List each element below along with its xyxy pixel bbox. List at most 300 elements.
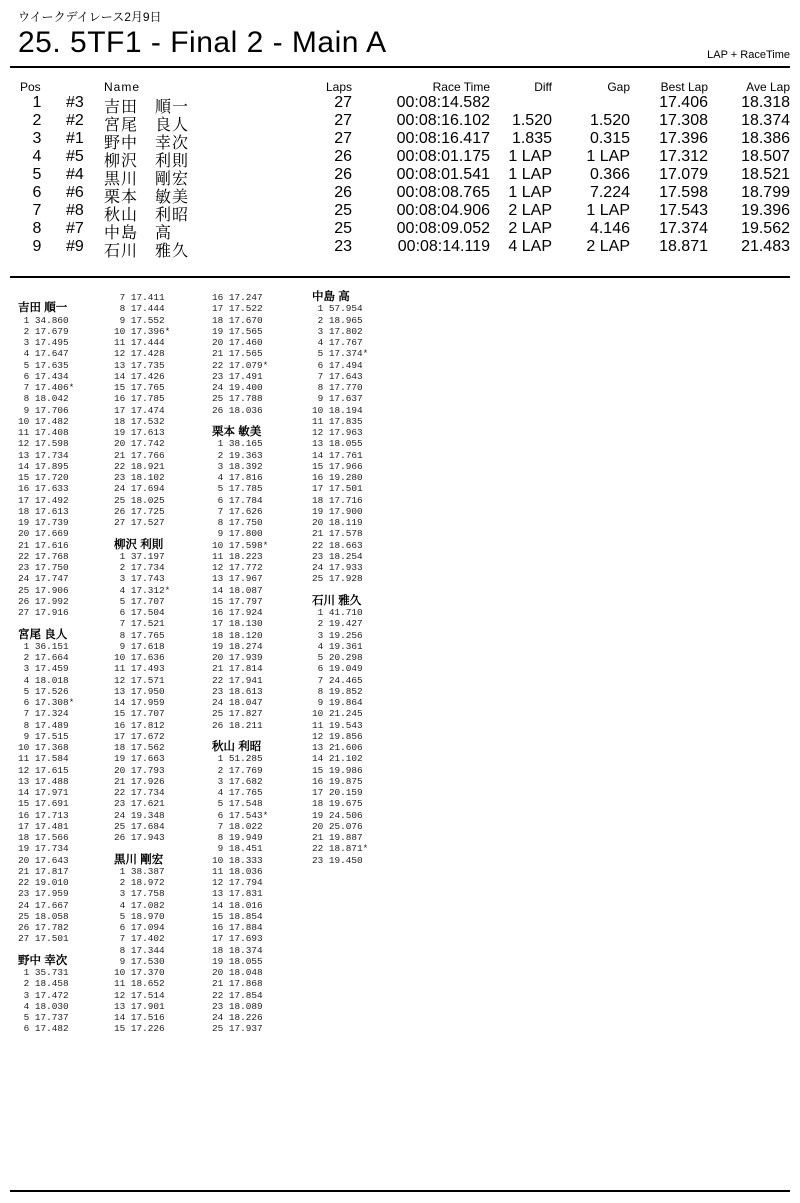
lap-time-entry: 20 17.643	[18, 854, 69, 866]
lap-time-entry: 1 35.731	[18, 967, 69, 978]
laps-cell: 26	[334, 166, 352, 183]
lap-time-entry: 24 19.400	[212, 382, 263, 393]
result-row	[0, 238, 800, 258]
lap-time-entry: 16 17.924	[212, 607, 263, 618]
result-row	[0, 166, 800, 186]
lap-driver-heading: 石川 雅久	[312, 594, 362, 607]
lap-time-entry: 27 17.916	[18, 607, 69, 618]
lap-time-entry: 18 19.675	[312, 798, 363, 810]
race-time-cell: 00:08:09.052	[396, 220, 490, 237]
lap-time-entry: 25 17.928	[312, 573, 363, 585]
column-header: Diff	[534, 80, 552, 94]
lap-time-entry: 22 17.854	[212, 989, 263, 1001]
result-row	[0, 148, 800, 168]
laps-cell: 23	[334, 238, 352, 255]
lap-time-entry: 23 17.750	[18, 562, 69, 573]
lap-time-entry: 13 17.901	[114, 1000, 165, 1012]
lap-time-entry: 22 18.663	[312, 539, 363, 551]
lap-time-entry: 15 17.966	[312, 460, 363, 472]
driver-name-cell: 石川 雅久	[104, 243, 190, 260]
lap-time-entry: 18 18.120	[212, 629, 263, 641]
lap-driver-heading: 吉田 順一	[18, 302, 68, 315]
lap-column-3	[212, 292, 312, 1035]
lap-time-entry: 8 17.750	[212, 517, 263, 528]
race-time-cell: 00:08:16.417	[396, 130, 490, 147]
lap-time-entry: 15 17.720	[18, 472, 69, 483]
lap-time-entry: 7 17.324	[18, 708, 69, 720]
lap-time-entry: 15 17.691	[18, 798, 69, 810]
lap-time-entry: 3 18.392	[212, 460, 263, 472]
result-row	[0, 112, 800, 132]
report-subtitle: ウイークデイレース2月9日	[18, 10, 162, 24]
lap-time-entry: 5 17.785	[212, 483, 263, 495]
lap-time-entry: 16 17.633	[18, 483, 69, 495]
best-lap-cell: 17.396	[659, 130, 708, 147]
gap-cell: 4.146	[589, 220, 630, 237]
lap-time-entry: 26 17.725	[114, 505, 165, 517]
position-cell: 6	[32, 184, 42, 201]
car-number-cell: #4	[66, 166, 84, 183]
lap-time-entry: 19 24.506	[312, 809, 363, 821]
laps-cell: 27	[334, 130, 352, 147]
lap-time-entry: 11 19.543	[312, 719, 363, 731]
lap-time-entry: 4 17.647	[18, 348, 69, 360]
lap-column-1	[18, 292, 118, 1035]
lap-time-entry: 8 19.949	[212, 832, 263, 843]
lap-time-entry: 12 17.571	[114, 674, 165, 686]
diff-cell: 1 LAP	[508, 166, 552, 183]
best-lap-cell: 17.079	[659, 166, 708, 183]
lap-time-entry: 18 18.374	[212, 944, 263, 956]
lap-time-entry: 4 17.765	[212, 787, 263, 798]
lap-time-entry: 7 17.411	[114, 292, 165, 303]
average-lap-cell: 18.374	[741, 112, 790, 129]
lap-time-entry: 12 17.963	[312, 427, 363, 438]
lap-time-entry: 12 17.794	[212, 877, 263, 888]
lap-time-entry: 1 37.197	[114, 550, 165, 562]
lap-time-entry: 14 21.102	[312, 753, 363, 765]
car-number-cell: #8	[66, 202, 84, 219]
lap-time-entry: 22 18.871*	[312, 843, 369, 855]
lap-time-entry: 13 18.055	[312, 438, 363, 450]
lap-time-entry: 1 41.710	[312, 607, 363, 618]
lap-time-entry: 5 17.707	[114, 595, 165, 607]
lap-time-entry: 21 19.887	[312, 832, 363, 843]
lap-time-entry: 13 17.488	[18, 775, 69, 787]
race-time-cell: 00:08:01.541	[396, 166, 490, 183]
best-lap-cell: 17.598	[659, 184, 708, 201]
lap-time-entry: 11 17.444	[114, 337, 165, 348]
lap-spacer	[18, 618, 118, 629]
position-cell: 7	[32, 202, 42, 219]
lap-time-entry: 5 17.737	[18, 1012, 69, 1023]
average-lap-cell: 18.799	[741, 184, 790, 201]
best-lap-cell: 17.406	[659, 94, 708, 111]
lap-time-entry: 22 17.768	[18, 550, 69, 562]
lap-time-entry: 9 17.530	[114, 955, 165, 967]
lap-time-entry: 2 17.664	[18, 652, 69, 663]
car-number-cell: #6	[66, 184, 84, 201]
lap-time-entry: 14 17.426	[114, 370, 165, 382]
lap-time-entry: 6 17.308*	[18, 697, 75, 708]
lap-time-entry: 25 17.906	[18, 584, 69, 596]
lap-time-entry: 23 18.613	[212, 685, 263, 697]
lap-time-entry: 9 17.618	[114, 640, 165, 652]
lap-time-entry: 23 19.450	[312, 854, 363, 866]
lap-time-entry: 3 19.256	[312, 629, 363, 641]
car-number-cell: #5	[66, 148, 84, 165]
lap-time-entry: 11 17.835	[312, 415, 363, 427]
lap-time-entry: 7 17.521	[114, 618, 165, 630]
race-time-cell: 00:08:16.102	[396, 112, 490, 129]
lap-time-entry: 9 17.637	[312, 393, 363, 405]
car-number-cell: #3	[66, 94, 84, 111]
lap-time-entry: 17 17.474	[114, 404, 165, 416]
lap-time-entry: 11 17.584	[18, 753, 69, 765]
lap-time-entry: 8 18.042	[18, 393, 69, 405]
lap-time-entry: 19 17.613	[114, 427, 165, 438]
mid-rule	[10, 276, 790, 278]
lap-time-entry: 8 17.765	[114, 629, 165, 641]
lap-time-entry: 21 17.565	[212, 348, 263, 360]
lap-time-entry: 21 17.814	[212, 663, 263, 675]
lap-time-entry: 5 18.970	[114, 910, 165, 922]
diff-cell: 1.520	[511, 112, 552, 129]
lap-time-entry: 10 17.636	[114, 652, 165, 663]
lap-time-entry: 14 18.087	[212, 584, 263, 596]
lap-time-entry: 22 18.921	[114, 460, 165, 472]
lap-time-entry: 10 17.370	[114, 967, 165, 978]
lap-time-entry: 7 24.465	[312, 674, 363, 686]
lap-time-entry: 6 17.494	[312, 359, 363, 371]
lap-time-entry: 8 17.444	[114, 303, 165, 315]
lap-time-entry: 16 17.785	[114, 393, 165, 405]
lap-time-entry: 24 18.047	[212, 697, 263, 708]
lap-time-entry: 3 17.682	[212, 775, 263, 787]
lap-time-entry: 8 17.489	[18, 719, 69, 731]
lap-time-entry: 18 17.562	[114, 742, 165, 753]
lap-time-entry: 9 19.864	[312, 697, 363, 708]
lap-column-2	[114, 292, 214, 1035]
lap-time-entry: 4 19.361	[312, 640, 363, 652]
lap-time-entry: 12 17.598	[18, 438, 69, 450]
bottom-rule	[10, 1190, 790, 1192]
report-type-label: LAP + RaceTime	[707, 49, 790, 61]
diff-cell: 2 LAP	[508, 202, 552, 219]
lap-time-entry: 7 17.643	[312, 370, 363, 382]
lap-time-entry: 26 17.992	[18, 595, 69, 607]
lap-time-entry: 19 18.055	[212, 955, 263, 967]
best-lap-cell: 17.543	[659, 202, 708, 219]
race-time-cell: 00:08:14.119	[397, 238, 490, 255]
car-number-cell: #2	[66, 112, 84, 129]
lap-time-entry: 14 17.895	[18, 460, 69, 472]
lap-time-entry: 14 17.761	[312, 449, 363, 461]
lap-time-entry: 16 19.875	[312, 775, 363, 787]
lap-driver-heading: 野中 幸次	[18, 954, 68, 967]
lap-time-entry: 2 17.679	[18, 325, 69, 337]
driver-name-cell: 黒川 剛宏	[104, 171, 190, 188]
car-number-cell: #9	[66, 238, 84, 255]
lap-time-entry: 22 17.734	[114, 787, 165, 798]
lap-time-entry: 13 17.735	[114, 359, 165, 371]
lap-time-entry: 12 19.856	[312, 730, 363, 742]
lap-time-entry: 25 17.937	[212, 1023, 263, 1035]
lap-time-entry: 5 17.635	[18, 359, 69, 371]
car-number-cell: #7	[66, 220, 84, 237]
gap-cell: 7.224	[589, 184, 630, 201]
laps-cell: 26	[334, 184, 352, 201]
lap-time-entry: 19 17.663	[114, 753, 165, 765]
lap-column-4	[312, 292, 412, 866]
race-time-cell: 00:08:04.906	[396, 202, 490, 219]
lap-time-entry: 15 17.226	[114, 1023, 165, 1035]
lap-time-entry: 3 17.743	[114, 573, 165, 585]
lap-time-entry: 18 17.670	[212, 314, 263, 326]
lap-time-entry: 1 34.860	[18, 314, 69, 326]
column-header: Pos	[20, 80, 41, 94]
driver-name-cell: 吉田 順一	[104, 99, 190, 116]
lap-time-entry: 2 17.769	[212, 764, 263, 776]
lap-time-entry: 15 19.986	[312, 764, 363, 776]
laps-cell: 27	[334, 112, 352, 129]
lap-time-entry: 17 17.492	[18, 494, 69, 506]
lap-time-entry: 10 17.368	[18, 742, 69, 753]
lap-time-entry: 24 17.694	[114, 483, 165, 495]
result-row	[0, 220, 800, 240]
lap-time-entry: 13 17.831	[212, 888, 263, 900]
lap-time-entry: 27 17.527	[114, 517, 165, 528]
lap-time-entry: 6 17.434	[18, 370, 69, 382]
lap-time-entry: 3 17.459	[18, 663, 69, 675]
lap-time-entry: 16 17.812	[114, 719, 165, 731]
lap-time-entry: 4 18.030	[18, 1000, 69, 1012]
lap-spacer	[114, 843, 214, 854]
diff-cell: 1.835	[511, 130, 552, 147]
lap-time-entry: 4 17.816	[212, 472, 263, 483]
position-cell: 8	[32, 220, 42, 237]
lap-time-entry: 7 17.406*	[18, 382, 75, 393]
lap-time-entry: 5 17.548	[212, 798, 263, 810]
lap-time-entry: 12 17.428	[114, 348, 165, 360]
lap-time-entry: 13 17.734	[18, 449, 69, 461]
driver-name-cell: 秋山 利昭	[104, 207, 190, 224]
lap-time-entry: 12 17.615	[18, 764, 69, 776]
lap-time-entry: 14 18.016	[212, 899, 263, 911]
lap-time-entry: 25 18.058	[18, 910, 69, 922]
lap-time-entry: 20 18.048	[212, 967, 263, 978]
driver-name-cell: 中島 高	[104, 225, 173, 242]
best-lap-cell: 18.871	[659, 238, 708, 255]
lap-time-entry: 9 17.706	[18, 404, 69, 416]
lap-time-entry: 9 17.552	[114, 314, 165, 326]
lap-time-entry: 5 20.298	[312, 652, 363, 663]
lap-time-entry: 8 17.344	[114, 944, 165, 956]
lap-time-entry: 25 17.788	[212, 393, 263, 405]
result-row	[0, 202, 800, 222]
lap-time-entry: 26 18.211	[212, 719, 263, 731]
race-time-cell: 00:08:08.765	[396, 184, 490, 201]
lap-time-entry: 21 17.766	[114, 449, 165, 461]
lap-time-entry: 16 17.713	[18, 809, 69, 821]
lap-time-entry: 4 17.312*	[114, 584, 171, 596]
average-lap-cell: 18.318	[741, 94, 790, 111]
lap-time-entry: 20 18.119	[312, 517, 363, 528]
lap-time-entry: 19 17.739	[18, 517, 69, 528]
lap-time-entry: 1 57.954	[312, 303, 363, 315]
lap-time-entry: 15 17.797	[212, 595, 263, 607]
result-row	[0, 184, 800, 204]
lap-time-entry: 23 18.102	[114, 472, 165, 483]
lap-time-entry: 19 18.274	[212, 640, 263, 652]
lap-time-entry: 3 17.472	[18, 989, 69, 1001]
lap-time-entry: 17 17.693	[212, 933, 263, 945]
result-row	[0, 130, 800, 150]
lap-time-entry: 26 18.036	[212, 404, 263, 416]
lap-time-entry: 9 17.515	[18, 730, 69, 742]
lap-time-entry: 25 17.684	[114, 820, 165, 832]
lap-time-entry: 20 17.669	[18, 528, 69, 540]
top-rule	[10, 66, 790, 68]
gap-cell: 1 LAP	[586, 148, 630, 165]
diff-cell: 4 LAP	[508, 238, 552, 255]
column-header: Best Lap	[660, 80, 708, 94]
lap-time-entry: 19 17.565	[212, 325, 263, 337]
lap-time-entry: 19 17.734	[18, 843, 69, 855]
lap-time-entry: 1 38.387	[114, 865, 165, 877]
position-cell: 2	[32, 112, 42, 129]
lap-time-entry: 24 17.747	[18, 573, 69, 585]
best-lap-cell: 17.312	[659, 148, 708, 165]
lap-time-entry: 23 18.089	[212, 1000, 263, 1012]
lap-time-entry: 17 17.672	[114, 730, 165, 742]
lap-time-entry: 6 17.504	[114, 607, 165, 618]
lap-time-entry: 1 38.165	[212, 438, 263, 450]
column-header: Name	[104, 80, 141, 94]
lap-time-entry: 17 17.522	[212, 303, 263, 315]
gap-cell: 1.520	[589, 112, 630, 129]
column-header: Laps	[325, 80, 352, 94]
lap-time-entry: 20 17.939	[212, 652, 263, 663]
gap-cell: 0.366	[589, 166, 630, 183]
lap-time-entry: 24 18.226	[212, 1012, 263, 1023]
lap-time-entry: 26 17.782	[18, 922, 69, 933]
lap-time-entry: 18 17.532	[114, 415, 165, 427]
lap-driver-heading: 秋山 利昭	[212, 741, 262, 753]
lap-time-entry: 9 18.451	[212, 843, 263, 855]
lap-time-entry: 21 17.616	[18, 539, 69, 551]
lap-time-entry: 4 18.018	[18, 674, 69, 686]
lap-time-entry: 25 17.827	[212, 708, 263, 720]
lap-time-entry: 18 17.716	[312, 494, 363, 506]
driver-name-cell: 野中 幸次	[104, 135, 190, 152]
best-lap-cell: 17.308	[659, 112, 708, 129]
lap-time-entry: 10 18.194	[312, 404, 363, 416]
laps-cell: 27	[334, 94, 352, 111]
lap-time-entry: 21 17.578	[312, 528, 363, 540]
lap-time-entry: 8 19.852	[312, 685, 363, 697]
best-lap-cell: 17.374	[659, 220, 708, 237]
lap-time-entry: 17 18.130	[212, 618, 263, 630]
lap-time-entry: 21 17.817	[18, 865, 69, 877]
lap-time-entry: 24 19.348	[114, 809, 165, 821]
lap-time-entry: 12 17.772	[212, 562, 263, 573]
average-lap-cell: 18.386	[741, 130, 790, 147]
position-cell: 4	[32, 148, 42, 165]
gap-cell: 0.315	[589, 130, 630, 147]
result-row	[0, 94, 800, 114]
lap-time-entry: 22 17.941	[212, 674, 263, 686]
column-header: Gap	[607, 80, 630, 94]
gap-cell: 2 LAP	[586, 238, 630, 255]
lap-time-entry: 15 18.854	[212, 910, 263, 922]
report-title: 25. 5TF1 - Final 2 - Main A	[18, 26, 387, 59]
lap-time-entry: 11 18.036	[212, 865, 263, 877]
lap-driver-heading: 中島 高	[312, 291, 350, 303]
lap-time-entry: 2 19.427	[312, 618, 363, 630]
lap-time-entry: 15 17.765	[114, 382, 165, 393]
gap-cell: 1 LAP	[586, 202, 630, 219]
lap-driver-heading: 栗本 敏美	[212, 426, 262, 438]
lap-time-entry: 19 17.900	[312, 505, 363, 517]
lap-time-entry: 23 17.491	[212, 370, 263, 382]
lap-time-entry: 23 18.254	[312, 550, 363, 562]
lap-time-entry: 24 17.933	[312, 562, 363, 573]
lap-time-entry: 17 20.159	[312, 787, 363, 798]
laps-cell: 25	[334, 220, 352, 237]
lap-time-entry: 13 21.606	[312, 742, 363, 753]
lap-time-entry: 21 17.926	[114, 775, 165, 787]
position-cell: 5	[32, 166, 42, 183]
driver-name-cell: 宮尾 良人	[104, 117, 190, 134]
car-number-cell: #1	[66, 130, 84, 147]
lap-time-entry: 13 17.967	[212, 573, 263, 585]
lap-time-entry: 18 17.613	[18, 505, 69, 517]
lap-spacer	[114, 528, 214, 539]
lap-time-entry: 20 17.460	[212, 337, 263, 348]
average-lap-cell: 18.521	[741, 166, 790, 183]
lap-driver-heading: 黒川 剛宏	[114, 853, 164, 866]
average-lap-cell: 19.396	[741, 202, 790, 219]
lap-time-entry: 15 17.707	[114, 708, 165, 720]
lap-time-entry: 18 17.566	[18, 832, 69, 843]
lap-time-entry: 27 17.501	[18, 933, 69, 945]
lap-driver-heading: 宮尾 良人	[18, 628, 68, 641]
lap-time-entry: 20 17.793	[114, 764, 165, 776]
lap-time-entry: 3 17.495	[18, 337, 69, 348]
lap-time-entry: 6 17.094	[114, 922, 165, 933]
lap-time-entry: 16 17.884	[212, 922, 263, 933]
lap-driver-heading: 柳沢 利則	[114, 538, 164, 551]
position-cell: 1	[32, 94, 42, 111]
lap-time-entry: 4 17.767	[312, 337, 363, 348]
position-cell: 9	[32, 238, 42, 255]
lap-time-entry: 22 17.079*	[212, 359, 269, 371]
lap-time-entry: 8 17.770	[312, 382, 363, 393]
lap-time-entry: 23 17.959	[18, 888, 69, 900]
lap-time-entry: 16 19.280	[312, 472, 363, 483]
lap-time-entry: 12 17.514	[114, 989, 165, 1001]
average-lap-cell: 18.507	[741, 148, 790, 165]
lap-time-entry: 25 18.025	[114, 494, 165, 506]
lap-time-entry: 2 19.363	[212, 449, 263, 461]
lap-time-entry: 24 17.667	[18, 899, 69, 911]
lap-time-entry: 11 17.493	[114, 663, 165, 675]
average-lap-cell: 19.562	[741, 220, 790, 237]
lap-time-entry: 7 18.022	[212, 820, 263, 832]
lap-time-entry: 2 18.965	[312, 314, 363, 326]
column-header: Race Time	[432, 80, 490, 94]
